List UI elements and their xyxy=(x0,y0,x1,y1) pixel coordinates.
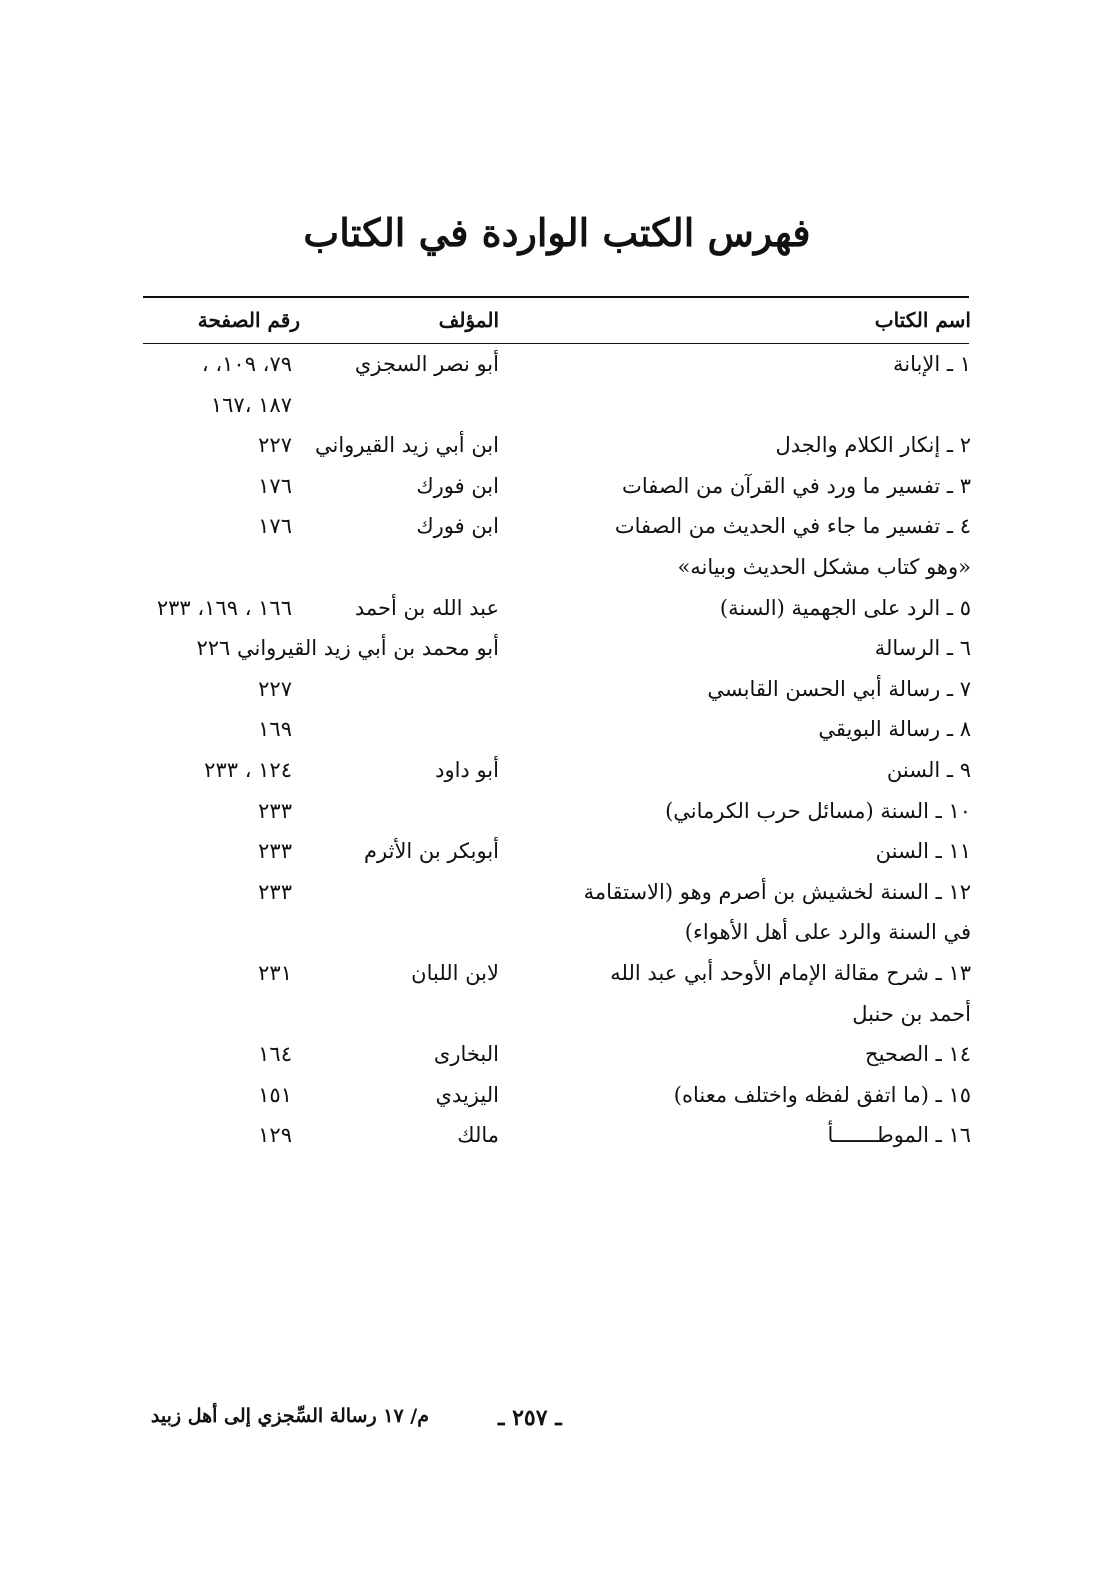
book-name: أحمد بن حنبل xyxy=(852,1001,971,1026)
author-name: ابن أبي زيد القيرواني xyxy=(315,433,499,458)
header-author: المؤلف xyxy=(438,308,499,332)
footer-book-reference: م/ ١٧ رسالة السِّجزي إلى أهل زبيد xyxy=(150,1405,429,1427)
table-row xyxy=(0,673,1114,714)
page-refs: ١٢٤ ، ٢٣٣ xyxy=(204,757,292,782)
table-row xyxy=(0,1038,1114,1079)
book-name: ١١ ـ السنن xyxy=(875,839,971,864)
page-refs: ١٧٦ xyxy=(258,473,292,498)
book-name: ١٢ ـ السنة لخشيش بن أصرم وهو (الاستقامة xyxy=(583,879,971,904)
table-row xyxy=(0,592,1114,633)
author-name: أبو داود xyxy=(435,757,499,782)
book-name: ٢ ـ إنكار الكلام والجدل xyxy=(775,433,971,458)
page-refs: ١٨٧ ،١٦٧ xyxy=(210,392,292,417)
page-refs: ٢٣٣ xyxy=(258,798,292,823)
table-top-rule xyxy=(143,296,969,298)
table-row xyxy=(0,510,1114,551)
book-name: «وهو كتاب مشكل الحديث وبيانه» xyxy=(677,554,971,579)
book-name: في السنة والرد على أهل الأهواء) xyxy=(684,920,971,945)
table-row xyxy=(0,795,1114,836)
page-refs: ٢٢٧ xyxy=(258,676,292,701)
book-name: ١٠ ـ السنة (مسائل حرب الكرماني) xyxy=(665,798,971,823)
table-row xyxy=(0,957,1114,998)
header-page-number: رقم الصفحة xyxy=(197,308,300,332)
book-name: ١ ـ الإبانة xyxy=(893,352,971,376)
table-row xyxy=(0,835,1114,876)
table-row xyxy=(0,1079,1114,1120)
page-number: ـ ٢٥٧ ـ xyxy=(498,1405,562,1431)
table-row xyxy=(0,429,1114,470)
book-name: ٦ ـ الرسالة xyxy=(874,636,971,661)
book-name: ٤ ـ تفسير ما جاء في الحديث من الصفات xyxy=(614,514,971,539)
table-row xyxy=(0,470,1114,511)
index-table xyxy=(0,348,1114,1160)
page-refs: ١٦٩ xyxy=(258,717,292,742)
table-row xyxy=(0,754,1114,795)
table-row xyxy=(0,1119,1114,1160)
table-header-rule xyxy=(143,343,969,344)
page-title: فهرس الكتب الواردة في الكتاب xyxy=(303,210,811,255)
author-name: لابن اللبان xyxy=(411,960,499,985)
table-row xyxy=(0,348,1114,389)
book-name: ٥ ـ الرد على الجهمية (السنة) xyxy=(719,595,971,620)
page-refs: ٢٣٣ xyxy=(258,879,292,904)
author-name: مالك xyxy=(457,1123,499,1148)
book-name: ٩ ـ السنن xyxy=(886,757,971,782)
page-refs: ١٦٤ xyxy=(258,1042,292,1067)
author-name: ابن فورك xyxy=(416,514,499,539)
table-row xyxy=(0,632,1114,673)
author-name: أبو محمد بن أبي زيد القيرواني ٢٢٦ xyxy=(196,636,499,661)
page-refs: ١٧٦ xyxy=(258,514,292,539)
book-name: ١٥ ـ (ما اتفق لفظه واختلف معناه) xyxy=(673,1082,971,1107)
book-name: ١٤ ـ الصحيح xyxy=(865,1042,971,1067)
author-name: اليزيدي xyxy=(435,1082,499,1107)
header-book-name: اسم الكتاب xyxy=(874,308,971,332)
author-name: البخارى xyxy=(433,1042,499,1067)
page-refs: ٢٣١ xyxy=(258,960,292,985)
table-row xyxy=(0,916,1114,957)
page-refs: ١٢٩ xyxy=(258,1123,292,1148)
book-name: ٣ ـ تفسير ما ورد في القرآن من الصفات xyxy=(622,473,971,498)
table-row xyxy=(0,389,1114,430)
table-row xyxy=(0,551,1114,592)
author-name: عبد الله بن أحمد xyxy=(354,595,499,620)
page-footer xyxy=(0,1405,1114,1439)
table-row xyxy=(0,998,1114,1039)
page-refs: ٢٣٣ xyxy=(258,839,292,864)
table-row xyxy=(0,876,1114,917)
book-name: ١٣ ـ شرح مقالة الإمام الأوحد أبي عبد الله xyxy=(610,960,971,985)
book-name: ٧ ـ رسالة أبي الحسن القابسي xyxy=(707,676,971,701)
book-name: ١٦ ـ الموطـــــــأ xyxy=(827,1123,971,1148)
author-name: أبو نصر السجزي xyxy=(354,352,499,376)
author-name: ابن فورك xyxy=(416,473,499,498)
page-refs: ٧٩، ١٠٩، ، xyxy=(201,352,292,376)
book-name: ٨ ـ رسالة البويقي xyxy=(818,717,971,742)
author-name: أبوبكر بن الأثرم xyxy=(364,839,499,864)
table-row xyxy=(0,713,1114,754)
page-refs: ٢٢٧ xyxy=(258,433,292,458)
page-refs: ١٦٦ ، ١٦٩، ٢٣٣ xyxy=(156,595,292,620)
page-refs: ١٥١ xyxy=(258,1082,292,1107)
